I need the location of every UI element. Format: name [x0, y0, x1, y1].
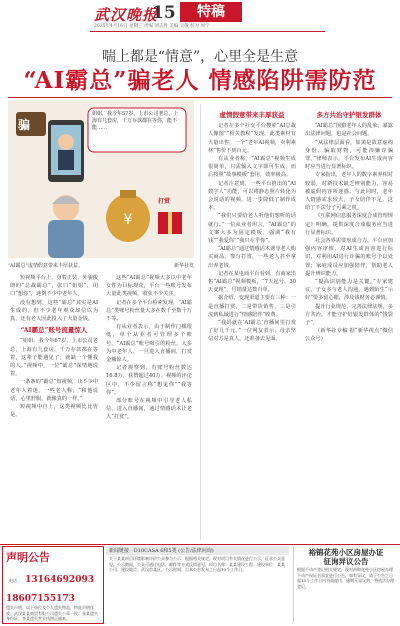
svg-text:¥: ¥ [123, 212, 133, 228]
body-paragraph: “我妈就在‘AI霸总’直播间里打赏了好几千元。”一位网友表示，母亲坚信对方是真人，还准备去见面。 [208, 320, 296, 343]
phone-number-2: 18607155173 [6, 594, 75, 604]
property-notice-title: 裕锦花苑小区房屋办证 征询异议公告 [308, 548, 384, 566]
body-paragraph: “提高识别能力是关键。”专家建议，子女多与老人沟通，遇到陌生“示好”要多留心眼，涉及钱财务必谨慎。 [305, 279, 393, 302]
byline: （新华社专稿 据“新华视点”微信公众号） [305, 328, 393, 343]
masthead [0, 0, 400, 32]
body-paragraph: 提升行业规范、完善法律法规，多方共治，才能守护好银发群体的“钱袋子”。 [305, 303, 393, 327]
property-notice-body: 根据不动产登记相关规定，现对裕锦花苑小区房屋办理不动产权证书事宜进行公告，如有异议，请于公告之日起15个工作日内书面提出，逾期无异议的，将依法办理登记。 [297, 567, 395, 589]
body-paragraph: 短视频中自上，这类视频比比皆是。 [10, 404, 98, 419]
body-paragraph: 记者在某电商平台看到，有商家出售“AI霸总”视频模板，“7天起号，30天变现”，月销量达数百单。 [208, 270, 296, 294]
body-paragraph: 记者在多个社交平台搜索“AI总裁人像图”“相关教程”发现，此类素材有大量出售，一个“老年AI视频，卖利素材”售价不到百元。 [208, 123, 296, 154]
caption-credit: 新华社发 [173, 263, 194, 269]
phone-label: 电话 [9, 578, 17, 583]
body-paragraph: “从法律层面看，如果是故意虚构身份、骗取财物，可能涉嫌诈骗罪。”律师表示，平台发布AI生成内容时应当进行显著标识。 [305, 139, 393, 171]
article-column-1 [10, 274, 98, 542]
ads-rule [0, 544, 400, 545]
body-paragraph: 记者在多个平台检索发现，“AI霸总”类账号粉丝量大多在数千至数十万不等。 [106, 299, 192, 323]
paper-name: 武汉晚报 [94, 6, 159, 24]
notice-ad-body: 遗失声明：以下单位及个人遗失物品，特此声明作废。武汉某某商贸有限公司遗失公章一枚；张某遗失身份证；李某遗失营业执照正副本。 [6, 605, 98, 621]
body-paragraph: 部分账号在视频中引导老人私信、进入直播间，通过情感话术让老人“打赏”。 [106, 398, 192, 421]
legal-notice-header: 新闻链接 · D10CASA 6和5类 (公告/法律问询) [106, 546, 289, 555]
notice-ad-title: 声明公告 [3, 547, 103, 567]
intro-paragraph: 没有想到，这些“霸总”其实是AI生成的，但不少老年观众却信以为真，还有老人因此投入了大量金钱。 [10, 299, 98, 323]
phone-number: 13164692093 [25, 575, 94, 585]
body-paragraph: 记者观察到，有账号粉丝数达16.8万，获赞超过40万。视频的评论区中，不少留言称“想见你”“我等你”。 [106, 365, 192, 396]
notice-ad [2, 546, 104, 624]
body-paragraph: 这些“AI霸总”视频大多以中老年女性为目标观众，平台一些账号发布大量此类视频，收获不少关注。 [106, 275, 192, 298]
illustration [8, 100, 194, 258]
section-title: 多方共治守护银发群体 [316, 111, 382, 119]
section-title: 虚情假意带来丰厚获益 [219, 111, 285, 119]
body-paragraph: 《互联网信息服务深度合成管理规定》明确，提供深度合成服务应当进行显著标识。 [305, 213, 393, 236]
body-paragraph: “姐姐，我今年67岁，上市公司老总，上海有几套房，千万存款都在等着，这辈子能遇见了，就缺一个懂我的人。”视频中，一位“霸总”深情地说着。 [10, 338, 98, 378]
headline-rule [8, 97, 392, 98]
legal-notice-body: 关于某某项目环境影响评价公众参与公示：根据相关规定，现对项目有关情况进行公示，征求公众意见。公示期间，公众可通过电话、邮件等方式反馈意见。项目名称：某某建设工程；建设单位：某某公司；建设地点：武汉市某区。公示时间：自本公告发布之日起10个工作日。 [109, 556, 285, 572]
notice-ad-phones [3, 567, 103, 605]
section-title: “AI霸总”账号流量惊人 [20, 326, 88, 335]
scam-label: 骗 [18, 118, 31, 132]
article-column-3 [208, 108, 296, 542]
page-number: 15 [152, 3, 176, 23]
article-subhead: 喘上都是“情意”，心里全是生意 [101, 49, 299, 65]
body-paragraph: 社会各界需要形成合力。平台应加强内容审核，对AI生成内容进行标识，对利用AI进行诈骗的账号予以处置；家庭成员应加强陪伴，帮助老人提升辨识能力。 [305, 238, 393, 277]
body-paragraph: 记者注意到，一些平台推出的“AI数字人”功能，可以将静态照片转化为会说话的视频，进一步降低了制作成本。 [208, 180, 296, 212]
article-column-2 [106, 274, 192, 542]
column-divider [200, 104, 201, 540]
speech-bubble-text: 姐姐，我今年57岁，上市公司老总，上海有几套房，千万存款都在等你，能不能…… [92, 111, 179, 131]
body-paragraph: “我们只要给老人听他们想听的话就行。”一位从业者坦言，“AI霸总”的文案大多为固定模板，强调“我有钱”“我爱你”“我只在乎你”。 [208, 213, 296, 245]
masthead-rule [90, 31, 325, 32]
body-paragraph: 有从业者称，“AI霸总”视频生成很简单，只需输入文字即可生成，而后按照“故事模板”套用，效率极高。 [208, 156, 296, 179]
article-column-4 [305, 108, 393, 542]
body-paragraph: 一条条的“霸总”短视频，让不少中老年人着迷。一些老人称，“和他说话，心里舒服，就像真的一样。” [10, 379, 98, 402]
body-paragraph: “AI霸总”围猎老年人的乱象，暴露出法律问题，也是社会问题。 [305, 123, 393, 138]
body-paragraph: 专家指出，老年人的数字素养相对较弱，对新技术缺乏辨别能力，容易被虚假内容所迷惑。与此同时，老年人情感需求较大，子女陪伴不足，这给了不法分子可乘之机。 [305, 172, 393, 212]
caption-text: “AI霸总”虚情假意带来丰厚获益。 [8, 263, 84, 269]
body-paragraph: 有从业者表示，由于制作门槛很低，单个从业者可管理多个账号。“AI霸总”账号吸引的粉丝，大多为中老年人，一旦进入直播间，打赏金额惊人。 [106, 324, 192, 364]
body-paragraph: 据介绍，变现渠道主要有三种：一是直播打赏，二是带货销售，三是引流到私域进行“情感陪伴”收费。 [208, 295, 296, 318]
body-paragraph: “AI霸总”通过情感话术诱导老人购买商品、参与打赏，一些老人甚至拿出养老钱。 [208, 246, 296, 269]
tip-label: 打赏 [158, 198, 171, 205]
illustration-caption [8, 262, 194, 269]
issue-meta: 2025年4月16日 星期三 责编 刘志胜 美编 吴敬 校对 周宁 [94, 24, 210, 29]
section-badge: 特稿 [180, 2, 242, 22]
intro-paragraph: 短视频平台上，身着正装、外貌俊朗的“总裁霸总”，张口“姐姐”，闭口“想你”，迷倒不少中老年人。 [10, 275, 98, 298]
property-notice-ad [293, 546, 398, 622]
article-headline: “AI霸总”骗老人 情感陷阱需防范 [23, 67, 377, 94]
legal-notice-ad [106, 546, 289, 622]
